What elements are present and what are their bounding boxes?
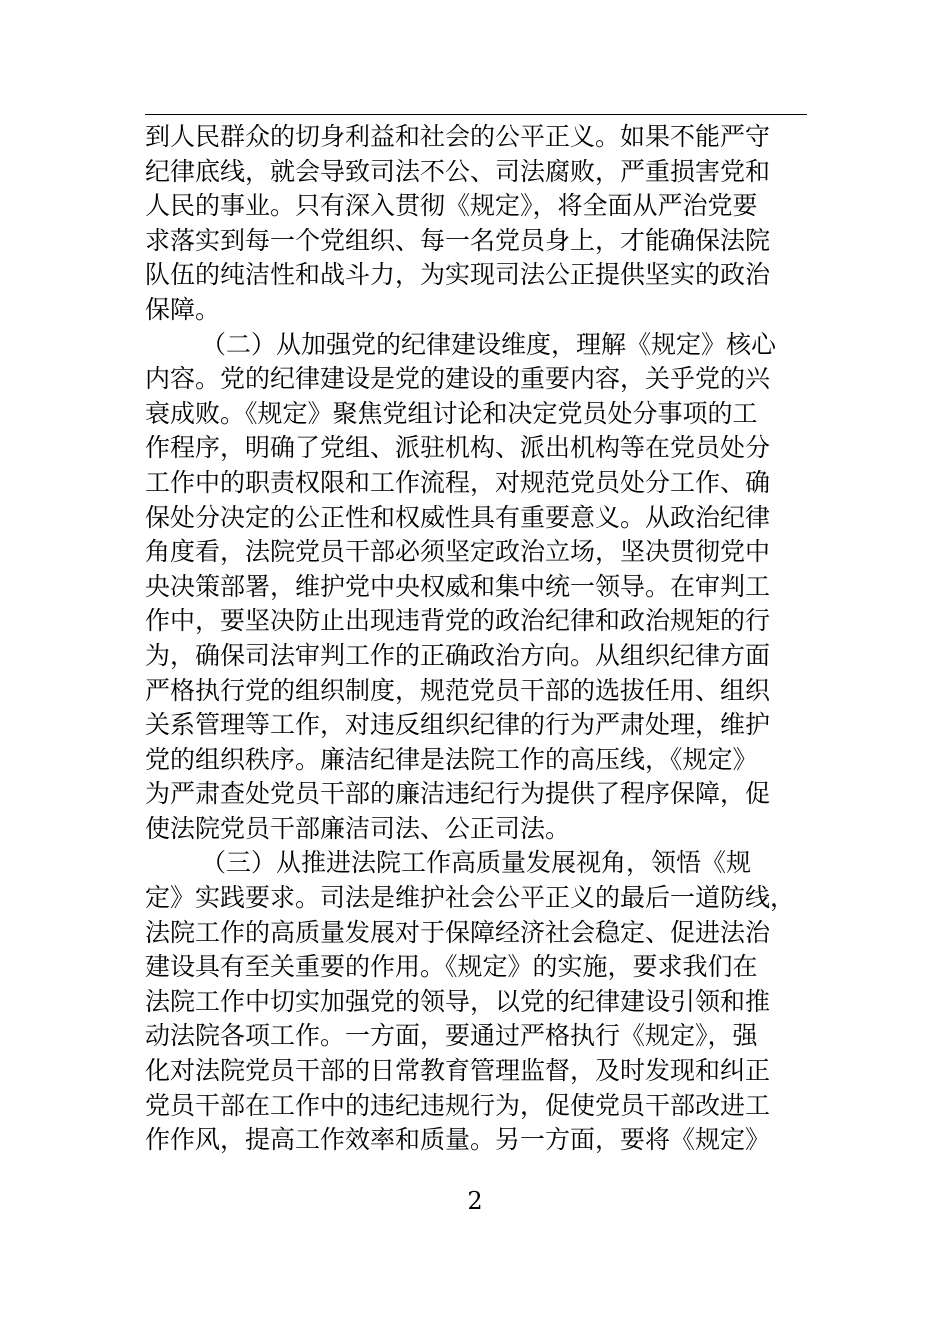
text-line: 衰成败。《规定》聚焦党组讨论和决定党员处分事项的工 <box>145 398 758 428</box>
text-line: 作程序，明确了党组、派驻机构、派出机构等在党员处分 <box>145 433 771 463</box>
text-line: 严格执行党的组织制度，规范党员干部的选拔任用、组织 <box>145 675 771 705</box>
text-line: 求落实到每一个党组织、每一名党员身上，才能确保法院 <box>145 225 771 255</box>
text-line: 保处分决定的公正性和权威性具有重要意义。从政治纪律 <box>145 502 771 532</box>
text-line: 角度看，法院党员干部必须坚定政治立场，坚决贯彻党中 <box>145 537 771 567</box>
text-line: 法院工作中切实加强党的领导，以党的纪律建设引领和推 <box>145 986 771 1016</box>
text-line: 建设具有至关重要的作用。《规定》的实施，要求我们在 <box>145 952 758 982</box>
text-line: 法院工作的高质量发展对于保障经济社会稳定、促进法治 <box>145 917 771 947</box>
text-line: 为，确保司法审判工作的正确政治方向。从组织纪律方面 <box>145 640 771 670</box>
page-number: 2 <box>467 1187 483 1215</box>
text-line: （二）从加强党的纪律建设维度，理解《规定》核心 <box>201 329 777 359</box>
body-text <box>145 120 807 1158</box>
text-line: 队伍的纯洁性和战斗力，为实现司法公正提供坚实的政治 <box>145 260 771 290</box>
text-line: 到人民群众的切身利益和社会的公平正义。如果不能严守 <box>145 122 771 151</box>
text-line: 动法院各项工作。一方面，要通过严格执行《规定》，强 <box>145 1021 758 1051</box>
text-line: 保障。 <box>145 294 221 324</box>
text-line: 内容。党的纪律建设是党的建设的重要内容，关乎党的兴 <box>145 364 771 394</box>
text-line: 央决策部署，维护党中央权威和集中统一领导。在审判工 <box>145 571 771 601</box>
text-line: 党的组织秩序。廉洁纪律是法院工作的高压线，《规定》 <box>145 744 758 774</box>
text-line: 作中，要坚决防止出现违背党的政治纪律和政治规矩的行 <box>145 606 771 636</box>
text-line: （三）从推进法院工作高质量发展视角，领悟《规 <box>201 848 752 878</box>
text-line: 为严肃查处党员干部的廉洁违纪行为提供了程序保障，促 <box>145 779 771 809</box>
text-line: 工作中的职责权限和工作流程，对规范党员处分工作、确 <box>145 467 771 497</box>
text-line: 纪律底线，就会导致司法不公、司法腐败，严重损害党和 <box>145 156 771 186</box>
header-rule <box>145 114 807 115</box>
text-line: 定》实践要求。司法是维护社会公平正义的最后一道防线， <box>145 883 796 913</box>
text-line: 党员干部在工作中的违纪违规行为，促使党员干部改进工 <box>145 1090 771 1120</box>
text-line: 关系管理等工作，对违反组织纪律的行为严肃处理，维护 <box>145 710 771 740</box>
text-line: 化对法院党员干部的日常教育管理监督，及时发现和纠正 <box>145 1056 771 1086</box>
text-line: 使法院党员干部廉洁司法、公正司法。 <box>145 813 571 843</box>
text-line: 人民的事业。只有深入贯彻《规定》，将全面从严治党要 <box>145 191 758 221</box>
text-line: 作作风，提高工作效率和质量。另一方面，要将《规定》 <box>145 1125 771 1155</box>
